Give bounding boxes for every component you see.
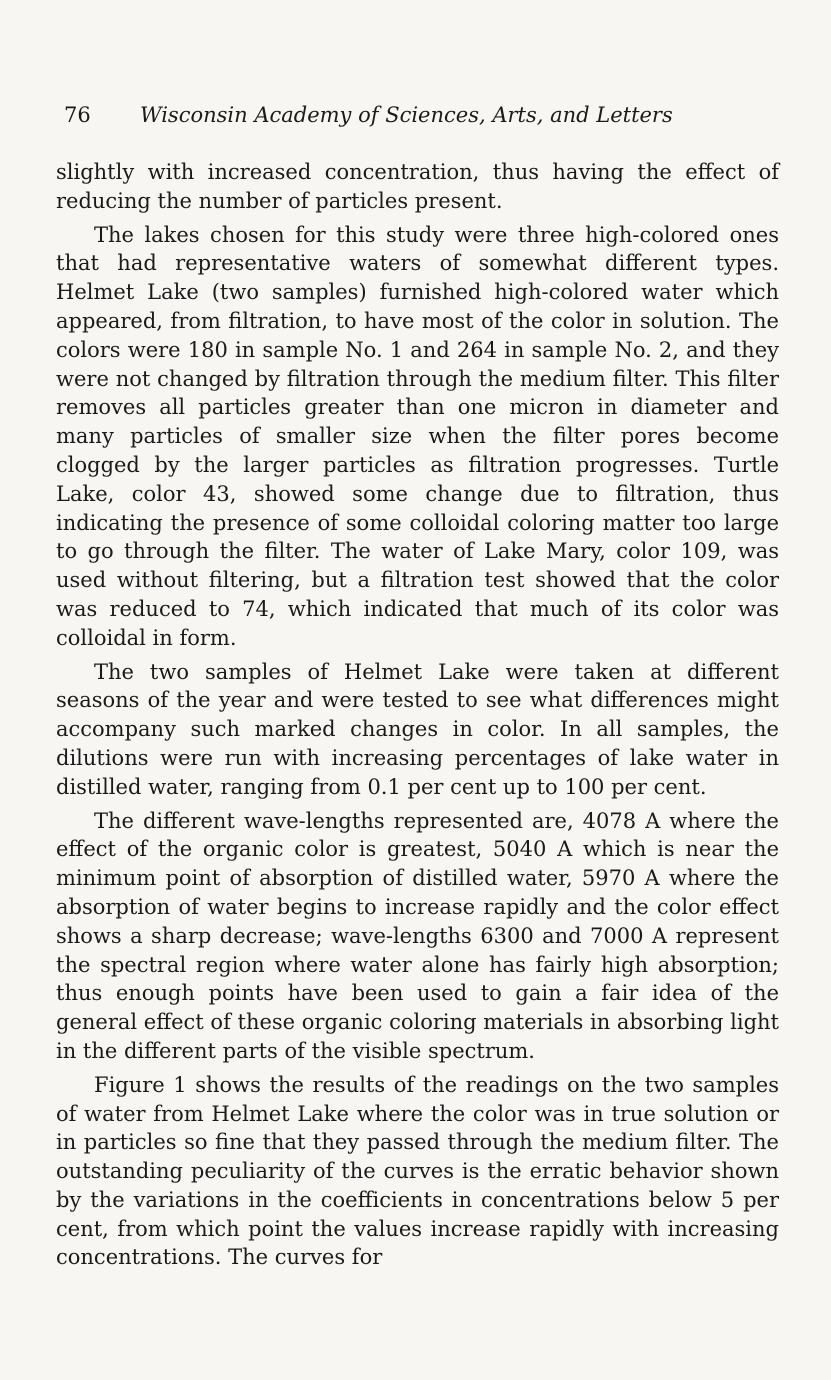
paragraph-4: The different wave-lengths represented are, 4078 A where the effect of the organic color is greatest, 5040 A which is near the minimum point of absorption of distilled water, 5970 A where the absorption of water begins to increase rapidly and the color effect shows a sharp decrease; wave-lengths 6300 and 7000 A represent the spectral region where water alone has fairly high absorption; thus enough points have been used to gain a fair idea of the general effect of these organic coloring materials in absorbing light in the different parts of the visible spectrum. xyxy=(56,808,779,1063)
paragraph-5: Figure 1 shows the results of the readings on the two samples of water from Helmet Lake where the color was in true solution or in particles so fine that they passed through the medium filter. The outstanding peculiarity of the curves is the erratic behavior shown by the variations in the coefficients in concentrations below 5 per cent, from which point the values increase rapidly with increasing concentrations. The curves for xyxy=(56,1072,779,1270)
journal-title: Wisconsin Academy of Sciences, Arts, and Letters xyxy=(140,103,673,127)
paragraph-1: slightly with increased concentration, thus having the effect of reducing the number of particles present. xyxy=(56,160,779,213)
body-text xyxy=(56,158,779,1277)
page-number: 76 xyxy=(64,103,91,127)
running-head xyxy=(64,100,771,130)
paragraph-3: The two samples of Helmet Lake were taken at different seasons of the year and were tested to see what differences might accompany such marked changes in color. In all samples, the dilutions were run with increasing percentages of lake water in distilled water, ranging from 0.1 per cent up to 100 per cent. xyxy=(56,659,779,799)
paragraph-2: The lakes chosen for this study were three high-colored ones that had representative waters of somewhat different types. Helmet Lake (two samples) furnished high-colored water which appeared, from filtration, to have most of the color in solution. The colors were 180 in sample No. 1 and 264 in sample No. 2, and they were not changed by filtration through the medium filter. This filter removes all particles greater than one micron in diameter and many particles of smaller size when the filter pores become clogged by the larger particles as filtration progresses. Turtle Lake, color 43, showed some change due to filtration, thus indicating the presence of some colloidal coloring matter too large to go through the filter. The water of Lake Mary, color 109, was used without filtering, but a filtration test showed that the color was reduced to 74, which indicated that much of its color was colloidal in form. xyxy=(56,222,779,650)
